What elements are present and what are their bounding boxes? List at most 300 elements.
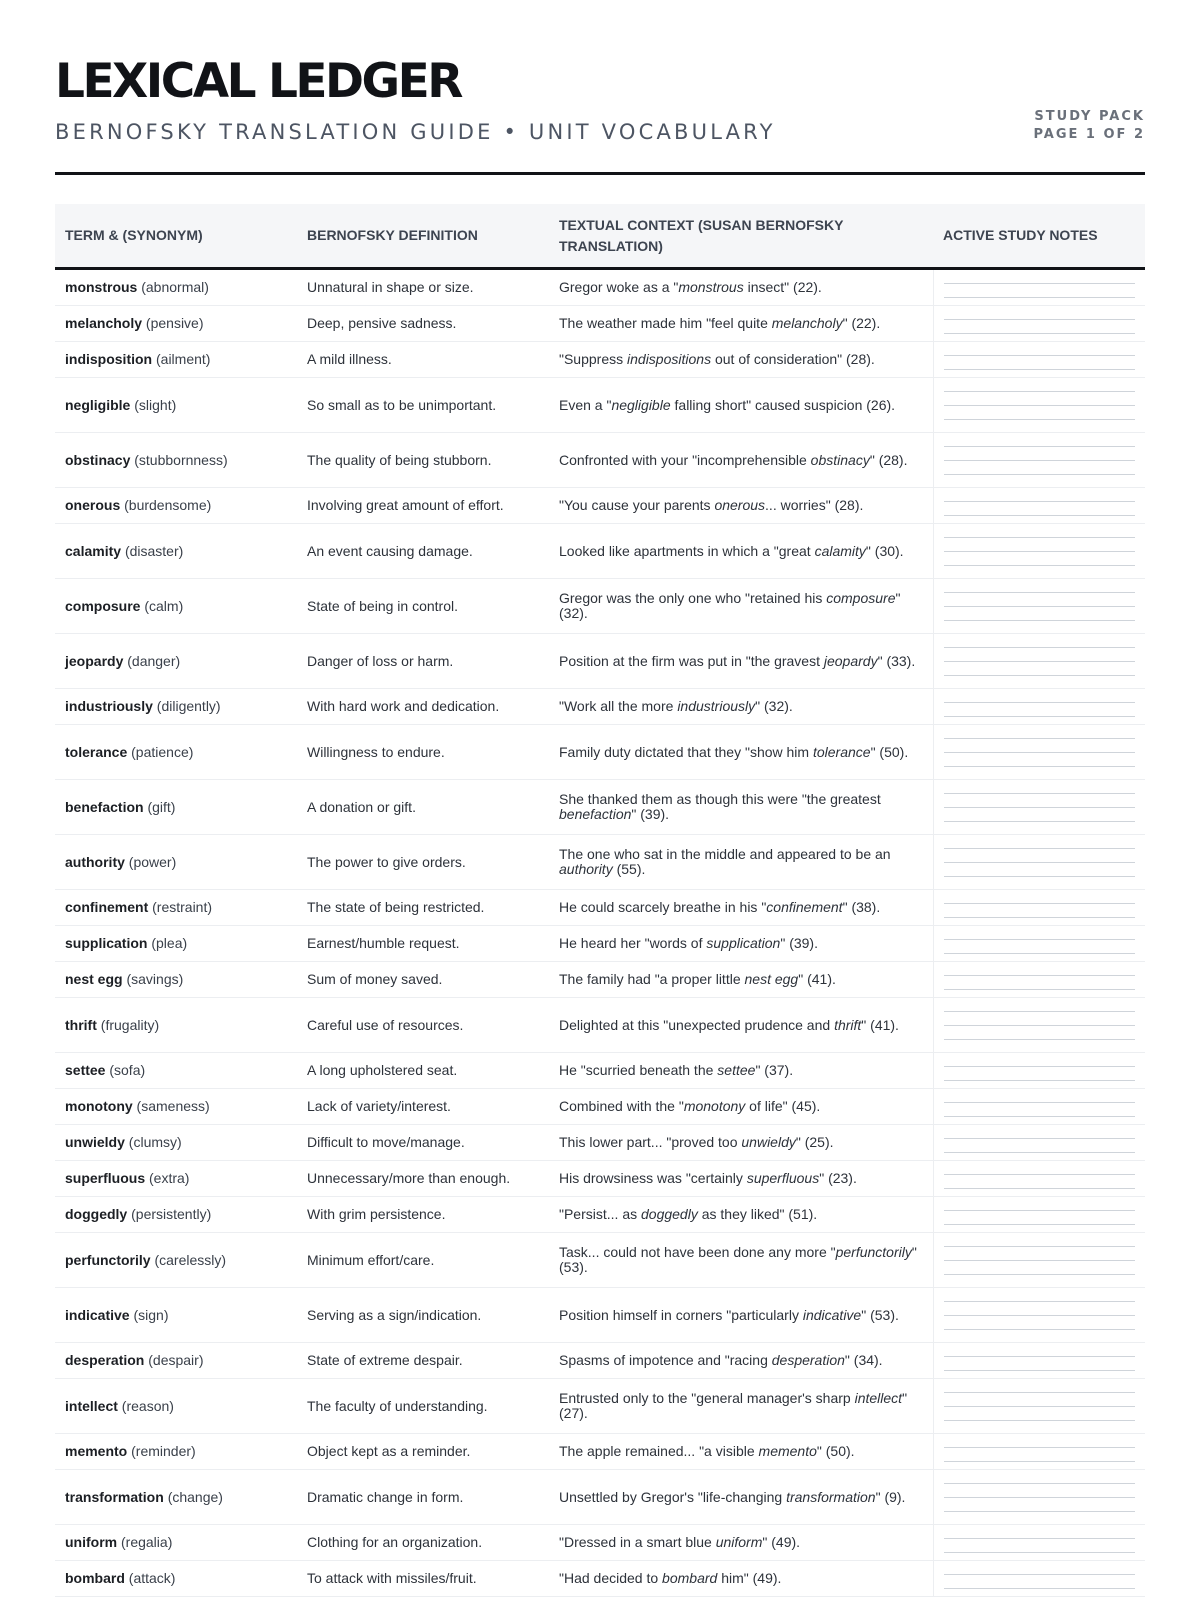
- context-cell: [549, 1525, 933, 1561]
- term-cell: [55, 1233, 297, 1288]
- table-row: [55, 1288, 1145, 1343]
- term-cell: [55, 890, 297, 926]
- context-text: Delighted at this "unexpected prudence and: [559, 1016, 835, 1033]
- context-text: Combined with the ": [559, 1098, 684, 1114]
- term-cell: [55, 524, 297, 579]
- table-row: [55, 998, 1145, 1053]
- term: authority: [65, 853, 125, 870]
- header-notes: ACTIVE STUDY NOTES: [933, 204, 1145, 269]
- synonym: (extra): [149, 1170, 190, 1186]
- synonym: (sofa): [109, 1062, 146, 1078]
- context-text: insect" (22).: [743, 279, 822, 295]
- context-keyword: memento: [758, 1443, 817, 1459]
- term: calamity: [65, 542, 122, 559]
- context-cell: [549, 634, 933, 689]
- table-row: [55, 780, 1145, 835]
- term-cell: [55, 579, 297, 634]
- study-notes-cell[interactable]: [933, 1233, 1145, 1288]
- study-notes-cell[interactable]: [933, 634, 1145, 689]
- term-cell: [55, 1125, 297, 1161]
- context-text: " (28).: [869, 451, 908, 468]
- context-text: of life" (45).: [745, 1098, 821, 1114]
- context-cell: [549, 926, 933, 962]
- context-text: "Suppress: [559, 351, 628, 367]
- table-row: [55, 433, 1145, 488]
- definition-cell: So small as to be unimportant.: [297, 378, 549, 433]
- study-notes-cell[interactable]: [933, 835, 1145, 890]
- context-text: " (39).: [631, 806, 670, 822]
- context-text: The family had "a proper little: [559, 971, 745, 987]
- term: onerous: [65, 497, 121, 513]
- term-cell: [55, 1343, 297, 1379]
- study-notes-cell[interactable]: [933, 962, 1145, 998]
- definition-cell: A mild illness.: [297, 342, 549, 378]
- context-keyword: onerous: [714, 497, 766, 513]
- context-text: " (41).: [861, 1016, 899, 1033]
- synonym: (sign): [133, 1306, 169, 1323]
- context-text: Confronted with your "incomprehensible: [559, 451, 811, 468]
- context-text: " (50).: [870, 743, 909, 760]
- context-keyword: indispositions: [627, 351, 712, 367]
- term-cell: [55, 962, 297, 998]
- context-keyword: composure: [826, 590, 896, 606]
- table-row: [55, 962, 1145, 998]
- term: obstinacy: [65, 451, 131, 468]
- synonym: (sameness): [136, 1098, 210, 1114]
- synonym: (clumsy): [128, 1134, 182, 1150]
- context-cell: [549, 890, 933, 926]
- context-text: " (9).: [875, 1488, 906, 1505]
- table-row: [55, 1125, 1145, 1161]
- study-notes-cell[interactable]: [933, 1125, 1145, 1161]
- term-cell: [55, 780, 297, 835]
- context-cell: [549, 1089, 933, 1125]
- synonym: (savings): [126, 971, 184, 987]
- term: intellect: [65, 1397, 118, 1414]
- term: uniform: [65, 1534, 118, 1550]
- term-cell: [55, 1288, 297, 1343]
- definition-cell: Difficult to move/manage.: [297, 1125, 549, 1161]
- header-context: TEXTUAL CONTEXT (SUSAN BERNOFSKY TRANSLATION): [549, 204, 933, 269]
- table-row: [55, 342, 1145, 378]
- table-row: [55, 1379, 1145, 1434]
- context-keyword: authority: [559, 861, 613, 877]
- synonym: (regalia): [121, 1534, 173, 1550]
- term: indisposition: [65, 351, 153, 367]
- context-keyword: industriously: [677, 698, 756, 714]
- context-keyword: superfluous: [746, 1170, 820, 1186]
- context-text: "Had decided to: [559, 1570, 663, 1586]
- context-cell: [549, 725, 933, 780]
- context-text: She thanked them as though this were "the greatest: [559, 791, 881, 807]
- definition-cell: Sum of money saved.: [297, 962, 549, 998]
- context-cell: [549, 579, 933, 634]
- term-cell: [55, 269, 297, 306]
- definition-cell: The faculty of understanding.: [297, 1379, 549, 1434]
- synonym: (attack): [128, 1570, 176, 1586]
- table-row: [55, 579, 1145, 634]
- context-text: " (25).: [795, 1134, 834, 1150]
- context-text: " (33).: [877, 652, 916, 669]
- term-cell: [55, 1470, 297, 1525]
- context-text: " (53).: [559, 1244, 917, 1275]
- study-notes-cell[interactable]: [933, 342, 1145, 378]
- context-text: Position at the firm was put in "the gravest: [559, 652, 824, 669]
- vocabulary-rows: [55, 269, 1145, 1597]
- study-notes-cell[interactable]: [933, 1343, 1145, 1379]
- context-cell: [549, 488, 933, 524]
- term-cell: [55, 433, 297, 488]
- synonym: (disaster): [124, 542, 184, 559]
- synonym: (carelessly): [154, 1251, 227, 1268]
- definition-cell: State of being in control.: [297, 579, 549, 634]
- synonym: (reminder): [131, 1443, 196, 1459]
- definition-cell: An event causing damage.: [297, 524, 549, 579]
- context-cell: [549, 1161, 933, 1197]
- definition-cell: Unnecessary/more than enough.: [297, 1161, 549, 1197]
- context-text: Gregor woke as a ": [559, 279, 679, 295]
- term-cell: [55, 378, 297, 433]
- context-cell: [549, 1379, 933, 1434]
- term: negligible: [65, 396, 131, 413]
- term: memento: [65, 1443, 128, 1459]
- table-row: [55, 1089, 1145, 1125]
- context-cell: [549, 1343, 933, 1379]
- table-row: [55, 634, 1145, 689]
- page-header: [55, 52, 1145, 175]
- context-text: " (34).: [844, 1352, 883, 1368]
- header-definition: BERNOFSKY DEFINITION: [297, 204, 549, 269]
- context-keyword: negligible: [611, 396, 671, 413]
- context-text: " (53).: [861, 1306, 899, 1323]
- term-cell: [55, 1434, 297, 1470]
- synonym: (abnormal): [141, 279, 209, 295]
- table-row: [55, 1161, 1145, 1197]
- term: perfunctorily: [65, 1251, 151, 1268]
- context-cell: [549, 1233, 933, 1288]
- context-keyword: indicative: [802, 1306, 862, 1323]
- study-notes-cell[interactable]: [933, 433, 1145, 488]
- synonym: (burdensome): [124, 497, 212, 513]
- term-cell: [55, 835, 297, 890]
- context-text: He heard her "words of: [559, 935, 707, 951]
- study-notes-cell[interactable]: [933, 269, 1145, 306]
- context-text: He could scarcely breathe in his ": [559, 899, 767, 915]
- study-pack-label: STUDY PACK: [1034, 109, 1145, 124]
- term: monotony: [65, 1098, 133, 1114]
- study-notes-cell[interactable]: [933, 1434, 1145, 1470]
- term: monstrous: [65, 279, 138, 295]
- context-text: " (39).: [780, 935, 818, 951]
- table-row: [55, 1233, 1145, 1288]
- page-meta: [1033, 108, 1145, 146]
- context-keyword: intellect: [854, 1390, 903, 1406]
- definition-cell: With hard work and dedication.: [297, 689, 549, 725]
- context-text: " (30).: [865, 542, 904, 559]
- context-keyword: jeopardy: [823, 652, 878, 669]
- study-notes-cell[interactable]: [933, 689, 1145, 725]
- context-cell: [549, 689, 933, 725]
- synonym: (power): [128, 853, 177, 870]
- study-notes-cell[interactable]: [933, 488, 1145, 524]
- context-cell: [549, 1197, 933, 1233]
- term: confinement: [65, 899, 149, 915]
- study-notes-cell[interactable]: [933, 1053, 1145, 1089]
- study-notes-cell[interactable]: [933, 378, 1145, 433]
- term: transformation: [65, 1488, 164, 1505]
- term-cell: [55, 488, 297, 524]
- definition-cell: Willingness to endure.: [297, 725, 549, 780]
- context-keyword: tolerance: [812, 743, 871, 760]
- context-text: This lower part... "proved too: [559, 1134, 742, 1150]
- definition-cell: With grim persistence.: [297, 1197, 549, 1233]
- definition-cell: Clothing for an organization.: [297, 1525, 549, 1561]
- table-row: [55, 689, 1145, 725]
- context-text: Spasms of impotence and "racing: [559, 1352, 772, 1368]
- definition-cell: Minimum effort/care.: [297, 1233, 549, 1288]
- context-cell: [549, 342, 933, 378]
- table-row: [55, 1197, 1145, 1233]
- study-notes-cell[interactable]: [933, 1161, 1145, 1197]
- context-text: " (38).: [842, 899, 881, 915]
- definition-cell: Earnest/humble request.: [297, 926, 549, 962]
- context-text: " (32).: [755, 698, 793, 714]
- synonym: (diligently): [156, 698, 221, 714]
- context-text: falling short" caused suspicion (26).: [670, 396, 896, 413]
- study-notes-cell[interactable]: [933, 926, 1145, 962]
- study-notes-cell[interactable]: [933, 524, 1145, 579]
- title-block: [55, 52, 776, 146]
- term-cell: [55, 1525, 297, 1561]
- context-cell: [549, 962, 933, 998]
- term-cell: [55, 306, 297, 342]
- context-keyword: perfunctorily: [835, 1244, 912, 1260]
- term: settee: [65, 1062, 106, 1078]
- term-cell: [55, 1379, 297, 1434]
- table-row: [55, 1525, 1145, 1561]
- synonym: (slight): [134, 396, 177, 413]
- synonym: (pensive): [145, 315, 204, 331]
- term: industriously: [65, 698, 153, 714]
- context-cell: [549, 1125, 933, 1161]
- definition-cell: Involving great amount of effort.: [297, 488, 549, 524]
- term-cell: [55, 1161, 297, 1197]
- definition-cell: Object kept as a reminder.: [297, 1434, 549, 1470]
- context-text: ... worries" (28).: [765, 497, 864, 513]
- context-text: out of consideration" (28).: [711, 351, 875, 367]
- context-text: " (41).: [798, 971, 836, 987]
- context-text: Position himself in corners "particularly: [559, 1306, 803, 1323]
- context-text: "You cause your parents: [559, 497, 715, 513]
- context-keyword: doggedly: [641, 1206, 698, 1222]
- context-text: Entrusted only to the "general manager's sharp: [559, 1390, 855, 1406]
- context-cell: [549, 780, 933, 835]
- context-cell: [549, 835, 933, 890]
- context-text: Even a ": [559, 396, 612, 413]
- table-row: [55, 926, 1145, 962]
- context-text: Gregor was the only one who "retained his: [559, 590, 827, 606]
- context-text: (55).: [612, 861, 646, 877]
- definition-cell: To attack with missiles/fruit.: [297, 1561, 549, 1597]
- study-notes-cell[interactable]: [933, 306, 1145, 342]
- synonym: (stubbornness): [134, 451, 228, 468]
- term: indicative: [65, 1306, 130, 1323]
- synonym: (patience): [131, 743, 194, 760]
- context-text: " (22).: [842, 315, 881, 331]
- context-keyword: transformation: [786, 1488, 876, 1505]
- synonym: (persistently): [131, 1206, 212, 1222]
- synonym: (reason): [121, 1397, 174, 1414]
- term: benefaction: [65, 798, 144, 815]
- context-text: " (27).: [559, 1390, 908, 1421]
- context-text: The apple remained... "a visible: [559, 1443, 759, 1459]
- context-text: "Persist... as: [559, 1206, 641, 1222]
- definition-cell: The power to give orders.: [297, 835, 549, 890]
- definition-cell: Lack of variety/interest.: [297, 1089, 549, 1125]
- context-cell: [549, 524, 933, 579]
- synonym: (calm): [144, 597, 184, 614]
- term-cell: [55, 1561, 297, 1597]
- term: melancholy: [65, 315, 143, 331]
- context-cell: [549, 998, 933, 1053]
- synonym: (change): [167, 1488, 223, 1505]
- context-cell: [549, 1434, 933, 1470]
- context-text: " (37).: [755, 1062, 794, 1078]
- term-cell: [55, 1053, 297, 1089]
- term-cell: [55, 926, 297, 962]
- context-keyword: bombard: [662, 1570, 718, 1586]
- context-cell: [549, 269, 933, 306]
- study-notes-cell[interactable]: [933, 1379, 1145, 1434]
- study-notes-cell[interactable]: [933, 725, 1145, 780]
- context-keyword: benefaction: [559, 806, 632, 822]
- context-cell: [549, 378, 933, 433]
- synonym: (frugality): [100, 1016, 160, 1033]
- definition-cell: Serving as a sign/indication.: [297, 1288, 549, 1343]
- table-row: [55, 269, 1145, 306]
- context-text: " (23).: [819, 1170, 857, 1186]
- context-keyword: settee: [717, 1062, 756, 1078]
- definition-cell: The quality of being stubborn.: [297, 433, 549, 488]
- context-keyword: thrift: [834, 1016, 862, 1033]
- context-text: He "scurried beneath the: [559, 1062, 718, 1078]
- study-notes-cell[interactable]: [933, 1089, 1145, 1125]
- context-keyword: calamity: [814, 542, 866, 559]
- term: desperation: [65, 1352, 145, 1368]
- table-row: [55, 488, 1145, 524]
- context-text: "Dressed in a smart blue: [559, 1534, 716, 1550]
- term: supplication: [65, 935, 148, 951]
- study-notes-cell[interactable]: [933, 1197, 1145, 1233]
- table-row: [55, 378, 1145, 433]
- context-text: Looked like apartments in which a "great: [559, 542, 815, 559]
- term-cell: [55, 342, 297, 378]
- context-text: Task... could not have been done any more ": [559, 1244, 836, 1260]
- context-keyword: uniform: [715, 1534, 763, 1550]
- definition-cell: Danger of loss or harm.: [297, 634, 549, 689]
- synonym: (danger): [127, 652, 181, 669]
- table-row: [55, 1053, 1145, 1089]
- table-row: [55, 835, 1145, 890]
- table-row: [55, 725, 1145, 780]
- term-cell: [55, 1089, 297, 1125]
- context-text: " (50).: [816, 1443, 855, 1459]
- table-row: [55, 1343, 1145, 1379]
- definition-cell: A donation or gift.: [297, 780, 549, 835]
- context-cell: [549, 433, 933, 488]
- term: composure: [65, 597, 141, 614]
- table-row: [55, 524, 1145, 579]
- table-row: [55, 890, 1145, 926]
- context-text: His drowsiness was "certainly: [559, 1170, 747, 1186]
- definition-cell: Unnatural in shape or size.: [297, 269, 549, 306]
- definition-cell: State of extreme despair.: [297, 1343, 549, 1379]
- context-keyword: nest egg: [744, 971, 799, 987]
- context-text: " (32).: [559, 590, 901, 621]
- context-text: him" (49).: [717, 1570, 782, 1586]
- term: superfluous: [65, 1170, 146, 1186]
- term: tolerance: [65, 743, 128, 760]
- study-notes-cell[interactable]: [933, 1288, 1145, 1343]
- term-cell: [55, 1197, 297, 1233]
- context-cell: [549, 306, 933, 342]
- context-text: Family duty dictated that they "show him: [559, 743, 813, 760]
- definition-cell: Deep, pensive sadness.: [297, 306, 549, 342]
- context-keyword: obstinacy: [810, 451, 870, 468]
- study-notes-cell[interactable]: [933, 998, 1145, 1053]
- context-cell: [549, 1470, 933, 1525]
- term: doggedly: [65, 1206, 128, 1222]
- study-notes-cell[interactable]: [933, 579, 1145, 634]
- context-keyword: monstrous: [678, 279, 744, 295]
- context-keyword: supplication: [706, 935, 781, 951]
- term: thrift: [65, 1016, 97, 1033]
- context-text: The one who sat in the middle and appeared to be an: [559, 846, 891, 862]
- context-keyword: unwieldy: [741, 1134, 796, 1150]
- synonym: (gift): [147, 798, 176, 815]
- term-cell: [55, 725, 297, 780]
- term-cell: [55, 689, 297, 725]
- term: jeopardy: [65, 652, 124, 669]
- definition-cell: The state of being restricted.: [297, 890, 549, 926]
- study-notes-cell[interactable]: [933, 1470, 1145, 1525]
- definition-cell: Careful use of resources.: [297, 998, 549, 1053]
- table-header-row: [55, 204, 1145, 269]
- study-notes-cell[interactable]: [933, 890, 1145, 926]
- study-notes-cell[interactable]: [933, 1525, 1145, 1561]
- definition-cell: Dramatic change in form.: [297, 1470, 549, 1525]
- context-text: Unsettled by Gregor's "life-changing: [559, 1488, 787, 1505]
- header-term: TERM & (SYNONYM): [55, 204, 297, 269]
- context-keyword: melancholy: [771, 315, 843, 331]
- context-cell: [549, 1053, 933, 1089]
- page-subtitle: BERNOFSKY TRANSLATION GUIDE • UNIT VOCABULARY: [55, 120, 776, 144]
- study-notes-cell[interactable]: [933, 780, 1145, 835]
- table-row: [55, 306, 1145, 342]
- page-number: PAGE 1 OF 2: [1033, 127, 1145, 142]
- context-keyword: monotony: [683, 1098, 746, 1114]
- term: bombard: [65, 1570, 125, 1586]
- table-row: [55, 1434, 1145, 1470]
- term: nest egg: [65, 971, 123, 987]
- page-title: LEXICAL LEDGER: [55, 54, 461, 109]
- context-text: "Work all the more: [559, 698, 678, 714]
- study-notes-cell[interactable]: [933, 1561, 1145, 1597]
- synonym: (ailment): [156, 351, 211, 367]
- context-keyword: desperation: [771, 1352, 845, 1368]
- term-cell: [55, 998, 297, 1053]
- context-keyword: confinement: [766, 899, 843, 915]
